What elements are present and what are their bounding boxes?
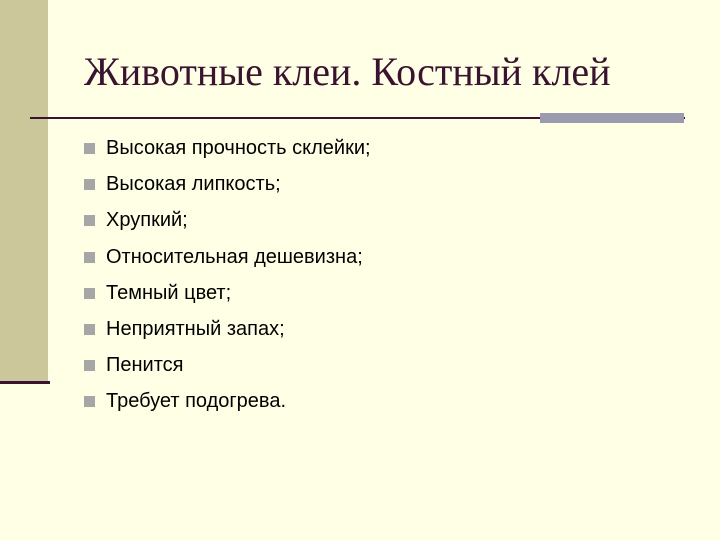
square-bullet-icon [84, 179, 95, 190]
title-divider-accent [540, 113, 684, 123]
bullet-text: Высокая липкость; [106, 173, 281, 196]
left-decorative-band [0, 0, 48, 383]
square-bullet-icon [84, 215, 95, 226]
bullet-text: Требует подогрева. [106, 390, 287, 413]
square-bullet-icon [84, 288, 95, 299]
square-bullet-icon [84, 143, 95, 154]
bullet-item [84, 347, 371, 383]
square-bullet-icon [84, 252, 95, 263]
bullet-text: Хрупкий; [106, 209, 188, 232]
bullet-text: Высокая прочность склейки; [106, 137, 371, 159]
bullet-item [84, 239, 371, 275]
bullet-text: Неприятный запах; [106, 317, 285, 340]
square-bullet-icon [84, 360, 95, 371]
bullet-item [84, 383, 371, 419]
bullet-item [84, 275, 371, 311]
bullet-text: Относительная дешевизна; [106, 245, 363, 268]
bullet-item [84, 166, 371, 202]
bullet-item [84, 130, 371, 166]
bullet-list [84, 130, 371, 420]
bullet-text: Пенится [106, 354, 184, 377]
square-bullet-icon [84, 396, 95, 407]
slide-title: Животные клеи. Костный клей [84, 49, 611, 94]
bullet-item [84, 202, 371, 238]
left-band-underline [0, 381, 50, 384]
bullet-text: Темный цвет; [106, 281, 232, 304]
bullet-item [84, 311, 371, 347]
square-bullet-icon [84, 324, 95, 335]
